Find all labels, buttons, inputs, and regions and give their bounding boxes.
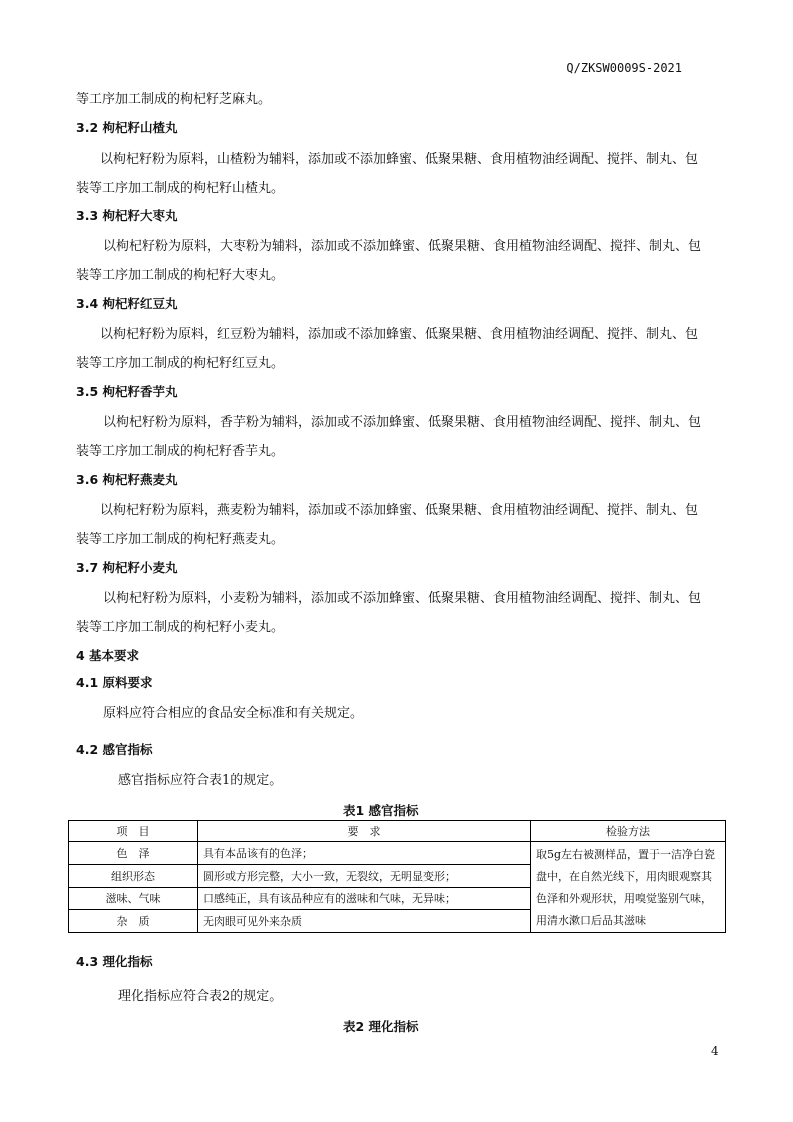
section-text: 装等工序加工制成的枸杞籽香芋丸。	[76, 444, 285, 459]
sensory-table	[68, 820, 726, 933]
section-text: 装等工序加工制成的枸杞籽小麦丸。	[76, 620, 285, 635]
table-cell-requirement: 无肉眼可见外来杂质	[198, 910, 531, 933]
section-text: 装等工序加工制成的枸杞籽大枣丸。	[76, 268, 285, 283]
section-text: 以枸杞籽粉为原料，香芋粉为辅料，添加或不添加蜂蜜、低聚果糖、食用植物油经调配、搅拌、制丸、包	[103, 415, 702, 430]
section-heading: 4.3 理化指标	[76, 954, 153, 969]
table-cell-item: 滋味、气味	[69, 887, 198, 910]
table-cell-item: 组织形态	[69, 864, 198, 887]
table-caption: 表2 理化指标	[343, 1019, 419, 1034]
table-row	[69, 842, 726, 865]
section-text: 以枸杞籽粉为原料，大枣粉为辅料，添加或不添加蜂蜜、低聚果糖、食用植物油经调配、搅拌、制丸、包	[103, 239, 702, 254]
section-text: 装等工序加工制成的枸杞籽山楂丸。	[76, 181, 285, 196]
column-header: 项 目	[69, 821, 198, 842]
column-header: 检验方法	[531, 821, 726, 842]
section-heading: 3.4 枸杞籽红豆丸	[76, 296, 178, 311]
section-heading: 3.2 枸杞籽山楂丸	[76, 120, 178, 135]
section-heading: 3.3 枸杞籽大枣丸	[76, 208, 178, 223]
table-caption: 表1 感官指标	[343, 803, 419, 818]
section-heading: 3.7 枸杞籽小麦丸	[76, 560, 178, 575]
page-number: 4	[711, 1044, 719, 1058]
section-text: 以枸杞籽粉为原料，山楂粉为辅料，添加或不添加蜂蜜、低聚果糖、食用植物油经调配、搅拌、制丸、包	[100, 152, 699, 167]
section-heading: 4.2 感官指标	[76, 742, 153, 757]
section-text: 装等工序加工制成的枸杞籽燕麦丸。	[76, 532, 285, 547]
section-heading: 3.5 枸杞籽香芋丸	[76, 384, 178, 399]
standard-code: Q/ZKSW0009S-2021	[566, 61, 682, 75]
section-text: 装等工序加工制成的枸杞籽红豆丸。	[76, 356, 285, 371]
chapter-heading: 4 基本要求	[76, 648, 140, 663]
section-text: 原料应符合相应的食品安全标准和有关规定。	[103, 706, 364, 721]
section-heading: 4.1 原料要求	[76, 675, 153, 690]
section-text: 以枸杞籽粉为原料，燕麦粉为辅料，添加或不添加蜂蜜、低聚果糖、食用植物油经调配、搅拌、制丸、包	[100, 503, 699, 518]
table-cell-item: 杂 质	[69, 910, 198, 933]
section-text: 感官指标应符合表1的规定。	[118, 773, 283, 788]
section-text: 理化指标应符合表2的规定。	[118, 989, 283, 1004]
table-cell-method: 取5g左右被测样品，置于一洁净白瓷盘中，在自然光线下，用肉眼观察其色泽和外观形状，用嗅觉鉴别气味，用清水漱口后品其滋味	[531, 842, 726, 933]
table-cell-requirement: 口感纯正，具有该品种应有的滋味和气味，无异味；	[198, 887, 531, 910]
section-text: 以枸杞籽粉为原料，红豆粉为辅料，添加或不添加蜂蜜、低聚果糖、食用植物油经调配、搅拌、制丸、包	[100, 327, 699, 342]
table-cell-requirement: 具有本品该有的色泽；	[198, 842, 531, 865]
column-header: 要 求	[198, 821, 531, 842]
section-heading: 3.6 枸杞籽燕麦丸	[76, 472, 178, 487]
table-cell-item: 色 泽	[69, 842, 198, 865]
section-text: 以枸杞籽粉为原料，小麦粉为辅料，添加或不添加蜂蜜、低聚果糖、食用植物油经调配、搅拌、制丸、包	[103, 591, 702, 606]
table-header-row	[69, 821, 726, 842]
intro-line: 等工序加工制成的枸杞籽芝麻丸。	[76, 92, 272, 107]
table-cell-requirement: 圆形或方形完整，大小一致，无裂纹，无明显变形；	[198, 864, 531, 887]
